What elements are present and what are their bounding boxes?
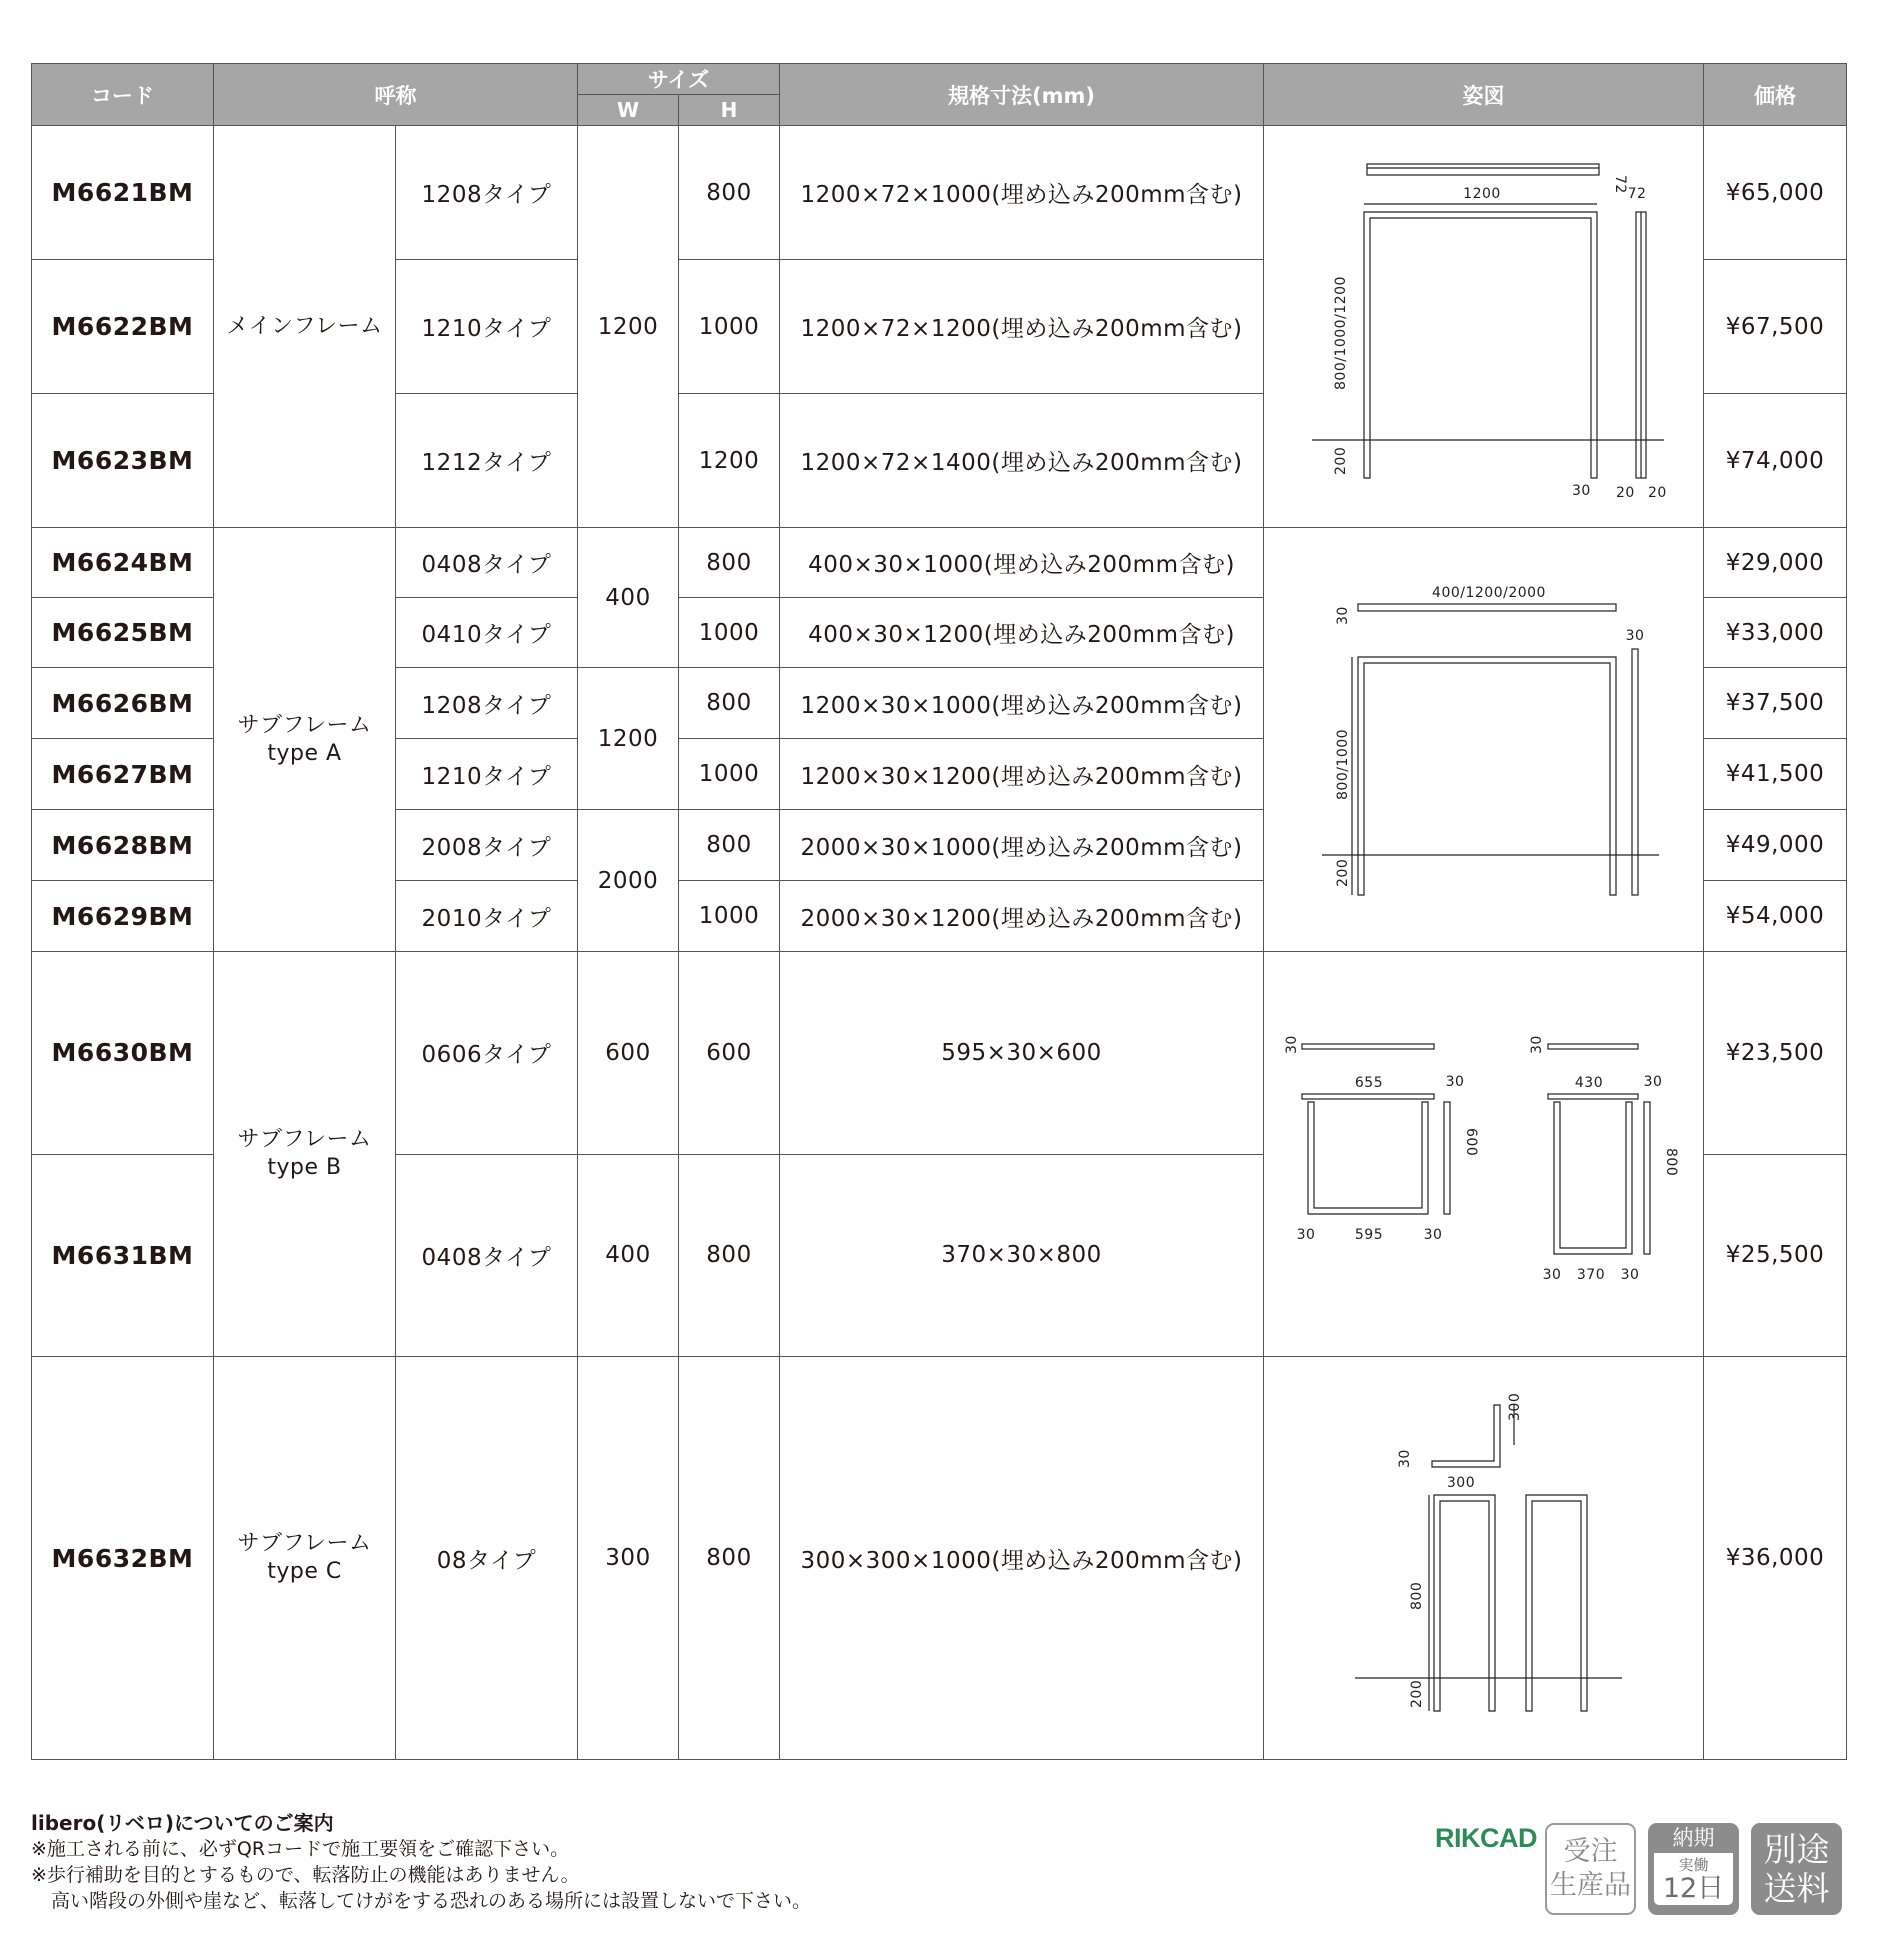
spec-dims: 300×300×1000(埋め込み200mm含む) [780, 1357, 1264, 1760]
price: ¥54,000 [1704, 881, 1847, 952]
dim-embed: 200 [1333, 446, 1350, 475]
size-w: 400 [578, 528, 679, 668]
dim-height: 800/1000 [1335, 728, 1352, 800]
group-sub-frame-c [214, 1357, 396, 1760]
type-name: 1210タイプ [396, 260, 578, 394]
price: ¥25,500 [1704, 1154, 1847, 1357]
type-name: 1208タイプ [396, 668, 578, 739]
table-row [32, 1357, 1847, 1760]
made-to-order-badge [1545, 1823, 1636, 1915]
figure-main-frame [1264, 126, 1704, 528]
dim-foot: 30 [1572, 482, 1591, 499]
notes-line: ※施工される前に、必ずQRコードで施工要領をご確認下さい。 [31, 1838, 570, 1860]
dim-depth: 30 [1625, 627, 1645, 644]
dim-top: 72 [1612, 174, 1629, 194]
type-name: 08タイプ [396, 1357, 578, 1760]
group-sub-frame-a [214, 528, 396, 952]
dim-b-right: 30 [1620, 1267, 1640, 1283]
spec-dims: 400×30×1000(埋め込み200mm含む) [780, 528, 1264, 598]
dim-a-inner: 595 [1354, 1227, 1384, 1243]
type-name: 0606タイプ [396, 952, 578, 1155]
badge-head: 納期 [1672, 1826, 1715, 1850]
type-name: 0408タイプ [396, 528, 578, 598]
dim-b-width: 430 [1574, 1075, 1604, 1091]
price: ¥67,500 [1704, 260, 1847, 394]
spec-dims: 1200×30×1000(埋め込み200mm含む) [780, 668, 1264, 739]
type-name: 1208タイプ [396, 126, 578, 260]
dim-side2: 20 [1648, 484, 1667, 501]
dim-a-top: 30 [1284, 1035, 1301, 1054]
header-price: 価格 [1704, 64, 1847, 126]
dim-width: 1200 [1463, 185, 1501, 202]
badge-days: 12日 [1662, 1873, 1725, 1904]
type-name: 1210タイプ [396, 739, 578, 810]
group-type: type A [267, 740, 342, 766]
dim-depth: 72 [1627, 185, 1647, 202]
notes-title: libero(リベロ)についてのご案内 [31, 1811, 334, 1835]
size-h: 1000 [679, 881, 780, 952]
size-h: 1000 [679, 260, 780, 394]
size-w: 300 [578, 1357, 679, 1760]
type-name: 1212タイプ [396, 394, 578, 528]
product-code: M6624BM [32, 528, 214, 598]
spec-dims: 1200×72×1200(埋め込み200mm含む) [780, 260, 1264, 394]
lead-time-badge [1648, 1823, 1739, 1915]
figure-sub-frame-b [1264, 952, 1704, 1357]
size-h: 800 [679, 668, 780, 739]
dim-embed: 200 [1409, 1679, 1426, 1708]
main-frame-drawing [1264, 127, 1704, 527]
table-row [32, 126, 1847, 260]
size-w: 600 [578, 952, 679, 1155]
product-code: M6632BM [32, 1357, 214, 1760]
price: ¥74,000 [1704, 394, 1847, 528]
notes-line: ※歩行補助を目的とするもので、転落防止の機能はありません。 [31, 1864, 580, 1886]
spec-dims: 2000×30×1200(埋め込み200mm含む) [780, 881, 1264, 952]
product-code: M6628BM [32, 810, 214, 881]
spec-dims: 400×30×1200(埋め込み200mm含む) [780, 598, 1264, 668]
badge-text: 別途 [1763, 1830, 1830, 1869]
group-main-frame [214, 126, 396, 528]
dim-b-left: 30 [1542, 1267, 1562, 1283]
badge-text: 送料 [1763, 1869, 1830, 1908]
spec-dims: 2000×30×1000(埋め込み200mm含む) [780, 810, 1264, 881]
dim-b-height: 800 [1663, 1148, 1680, 1177]
product-code: M6622BM [32, 260, 214, 394]
product-code: M6627BM [32, 739, 214, 810]
group-sub-frame-b [214, 952, 396, 1357]
group-type: type B [267, 1155, 342, 1180]
price: ¥37,500 [1704, 668, 1847, 739]
figure-sub-frame-c [1264, 1357, 1704, 1760]
size-h: 800 [679, 1154, 780, 1357]
dim-depth: 300 [1507, 1392, 1524, 1421]
dim-a-left: 30 [1296, 1227, 1316, 1243]
product-code: M6621BM [32, 126, 214, 260]
spec-dims: 370×30×800 [780, 1154, 1264, 1357]
header-size: サイズ [578, 64, 780, 95]
size-h: 1000 [679, 739, 780, 810]
sub-frame-a-drawing [1264, 530, 1704, 950]
size-h: 800 [679, 126, 780, 260]
size-h: 600 [679, 952, 780, 1155]
price: ¥33,000 [1704, 598, 1847, 668]
dim-height: 800 [1409, 1581, 1426, 1610]
size-h: 800 [679, 1357, 780, 1760]
product-code: M6626BM [32, 668, 214, 739]
table-row [32, 528, 1847, 598]
product-code: M6631BM [32, 1154, 214, 1357]
notes-line: 高い階段の外側や崖など、転落してけがをする恐れのある場所には設置しないで下さい。 [51, 1890, 812, 1912]
dim-a-width: 655 [1354, 1075, 1384, 1091]
size-w: 400 [578, 1154, 679, 1357]
size-h: 800 [679, 528, 780, 598]
price: ¥49,000 [1704, 810, 1847, 881]
badge-sub: 実働 [1678, 1856, 1709, 1874]
dim-side1: 20 [1616, 484, 1635, 501]
notes-section [31, 1810, 811, 1914]
sub-frame-c-drawing [1264, 1358, 1704, 1758]
badge-body [1654, 1853, 1733, 1905]
dim-a-right: 30 [1423, 1227, 1443, 1243]
spec-dims: 1200×30×1200(埋め込み200mm含む) [780, 739, 1264, 810]
price: ¥36,000 [1704, 1357, 1847, 1760]
group-type: type C [267, 1559, 342, 1584]
spec-dims: 1200×72×1400(埋め込み200mm含む) [780, 394, 1264, 528]
table-row [32, 952, 1847, 1155]
header-w: W [578, 95, 679, 126]
size-w: 1200 [578, 126, 679, 528]
dim-width: 300 [1446, 1475, 1476, 1491]
header-spec: 規格寸法(mm) [780, 64, 1264, 126]
price: ¥41,500 [1704, 739, 1847, 810]
dim-top: 30 [1335, 605, 1352, 625]
group-label: メインフレーム [226, 313, 383, 339]
sub-frame-b-drawing [1264, 952, 1704, 1356]
brand-logo: RIKCAD [1435, 1823, 1537, 1853]
product-code: M6625BM [32, 598, 214, 668]
spec-table [31, 63, 1847, 1760]
dim-a-depth: 30 [1445, 1074, 1465, 1090]
group-label: サブフレーム [237, 1127, 372, 1152]
type-name: 2008タイプ [396, 810, 578, 881]
price: ¥65,000 [1704, 126, 1847, 260]
figure-sub-frame-a [1264, 528, 1704, 952]
header-code: コード [32, 64, 214, 126]
shipping-badge [1751, 1823, 1842, 1915]
dim-b-top: 30 [1529, 1035, 1546, 1054]
header-figure: 姿図 [1264, 64, 1704, 126]
size-h: 1000 [679, 598, 780, 668]
spec-dims: 1200×72×1000(埋め込み200mm含む) [780, 126, 1264, 260]
spec-dims: 595×30×600 [780, 952, 1264, 1155]
price: ¥23,500 [1704, 952, 1847, 1155]
badge-text: 生産品 [1550, 1870, 1631, 1901]
dim-b-depth: 30 [1643, 1074, 1663, 1090]
group-label: サブフレーム [237, 1531, 372, 1556]
product-code: M6630BM [32, 952, 214, 1155]
header-h: H [679, 95, 780, 126]
dim-height: 800/1000/1200 [1333, 275, 1350, 390]
product-code: M6623BM [32, 394, 214, 528]
header-name: 呼称 [214, 64, 578, 126]
dim-width: 400/1200/2000 [1432, 584, 1546, 601]
size-w: 2000 [578, 810, 679, 952]
type-name: 2010タイプ [396, 881, 578, 952]
group-label: サブフレーム [237, 712, 372, 738]
dim-b-inner: 370 [1576, 1267, 1606, 1283]
type-name: 0410タイプ [396, 598, 578, 668]
size-h: 1200 [679, 394, 780, 528]
price: ¥29,000 [1704, 528, 1847, 598]
dim-top: 30 [1397, 1449, 1414, 1468]
product-code: M6629BM [32, 881, 214, 952]
dim-embed: 200 [1335, 858, 1352, 887]
size-h: 800 [679, 810, 780, 881]
type-name: 0408タイプ [396, 1154, 578, 1357]
badge-text: 受注 [1563, 1836, 1618, 1867]
dim-a-height: 600 [1463, 1128, 1480, 1157]
size-w: 1200 [578, 668, 679, 810]
